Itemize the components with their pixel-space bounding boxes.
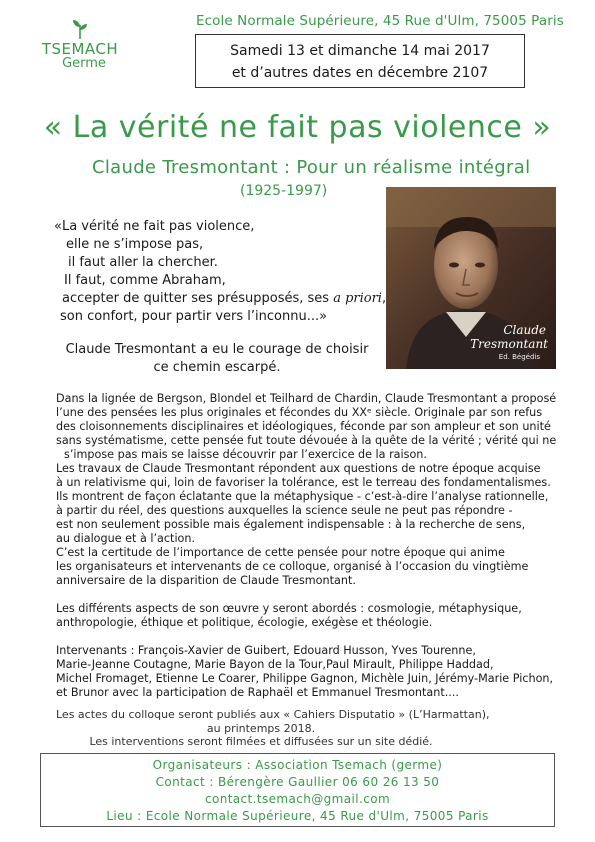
quote-line: elle ne s’impose pas, xyxy=(66,237,204,252)
quote-line: Il faut, comme Abraham, xyxy=(64,273,226,288)
courage-line-1: Claude Tresmontant a eu le courage de choisir xyxy=(65,342,369,357)
date-line-2: et d’autres dates en décembre 2107 xyxy=(231,65,489,81)
text-line: les organisateurs et intervenants de ce colloque, organisé à l’occasion du vingtième xyxy=(56,560,529,573)
tsemach-logo xyxy=(30,18,130,70)
text-line: anthropologie, éthique et politique, écologie, exégèse et théologie. xyxy=(56,616,433,629)
sprout-icon xyxy=(68,18,92,40)
footer-email[interactable]: contact.tsemach@gmail.com xyxy=(204,792,391,806)
footer-lieu: Lieu : Ecole Normale Supérieure, 45 Rue d'Ulm, 75005 Paris xyxy=(106,809,489,823)
paragraph-intro xyxy=(56,392,556,588)
text-line: anniversaire de la disparition de Claude Tresmontant. xyxy=(56,574,356,587)
text-line: est non seulement possible mais également indispensable : à la recherche de sens, xyxy=(56,518,526,531)
quote-italic: a priori xyxy=(333,291,382,306)
footer-organisateurs: Organisateurs : Association Tsemach (germe) xyxy=(152,758,443,772)
quote-line: «La vérité ne fait pas violence, xyxy=(54,219,255,234)
logo-brand: TSEMACH xyxy=(41,40,119,58)
quote-line: son confort, pour partir vers l’inconnu...» xyxy=(60,309,328,324)
paragraph-aspects xyxy=(56,602,556,630)
subtitle: Claude Tresmontant : Pour un réalisme intégral xyxy=(92,157,531,178)
date-line-1: Samedi 13 et dimanche 14 mai 2017 xyxy=(230,43,490,59)
photo-caption-1: Claude xyxy=(503,323,546,337)
logo-sub: Germe xyxy=(62,56,106,71)
text-line: s’impose pas mais se laisse découvrir par l’exercice de la raison. xyxy=(64,448,427,461)
text-line: l’une des pensées les plus originales et fécondes du XXᵉ siècle. Originale par son refus xyxy=(56,406,543,419)
courage-line-2: ce chemin escarpé. xyxy=(153,360,281,375)
text-line: Dans la lignée de Bergson, Blondel et Teilhard de Chardin, Claude Tresmontant a proposé xyxy=(56,392,557,405)
text-line: C’est la certitude de l’importance de cette pensée pour notre époque qui anime xyxy=(56,546,505,559)
courage-text xyxy=(62,341,372,377)
text-line: Marie-Jeanne Coutagne, Marie Bayon de la Tour,Paul Mirault, Philippe Haddad, xyxy=(56,658,494,671)
text-line: Les travaux de Claude Tresmontant répondent aux questions de notre époque acquise xyxy=(56,462,541,475)
text-line: au dialogue et à l’action. xyxy=(56,532,196,545)
publication-note xyxy=(56,708,490,749)
text-line: Les différents aspects de son œuvre y seront abordés : cosmologie, métaphysique, xyxy=(56,602,522,615)
date-box xyxy=(195,34,525,88)
actes-line-3: Les interventions seront filmées et diffusées sur un site dédié. xyxy=(89,735,433,748)
footer-contact: Contact : Bérengère Gaullier 06 60 26 13 50 xyxy=(155,775,440,789)
text-line: Michel Fromaget, Etienne Le Coarer, Philippe Gagnon, Michèle Juin, Jérémy-Marie Pichon, xyxy=(56,672,554,685)
header-venue: Ecole Normale Supérieure, 45 Rue d'Ulm, 75005 Paris xyxy=(196,13,564,29)
actes-line-2: au printemps 2018. xyxy=(206,721,316,735)
quote-text: , xyxy=(381,291,387,306)
main-title: « La vérité ne fait pas violence » xyxy=(43,110,552,145)
text-line: à partir du réel, des questions auxquelles la science seule ne peut pas répondre - xyxy=(56,504,513,517)
quote-line: il faut aller la chercher. xyxy=(68,255,218,270)
body-text xyxy=(56,392,556,700)
portrait-photo xyxy=(386,187,556,369)
text-line: sans systématisme, cette pensée fut toute dévouée à la quête de la vérité ; vérité qui ne xyxy=(56,434,557,447)
text-line: et Brunor avec la participation de Raphaël et Emmanuel Tresmontant.... xyxy=(56,686,459,699)
text-line: Ils montrent de façon éclatante que la métaphysique - c’est-à-dire l’analyse rationnelle, xyxy=(56,490,549,503)
quote-text: accepter de quitter ses présupposés, ses xyxy=(62,291,334,306)
text-line: des cloisonnements disciplinaires et idéologiques, féconde par son ampleur et son unité xyxy=(56,420,551,433)
footer-info-box xyxy=(40,753,555,827)
text-line: Intervenants : François-Xavier de Guibert, Edouard Husson, Yves Tourenne, xyxy=(56,644,476,657)
photo-caption-2: Tresmontant xyxy=(470,337,548,351)
years: (1925-1997) xyxy=(240,183,328,199)
actes-line-1: Les actes du colloque seront publiés aux « Cahiers Disputatio » (L’Harmattan), xyxy=(56,708,490,721)
text-line: à un relativisme qui, loin de favoriser la tolérance, est le terreau des fondamentalismes. xyxy=(56,476,551,489)
photo-publisher: Ed. Bégédis xyxy=(498,353,540,361)
quote-line xyxy=(54,290,386,308)
paragraph-speakers xyxy=(56,644,556,700)
quote-block xyxy=(54,218,386,326)
